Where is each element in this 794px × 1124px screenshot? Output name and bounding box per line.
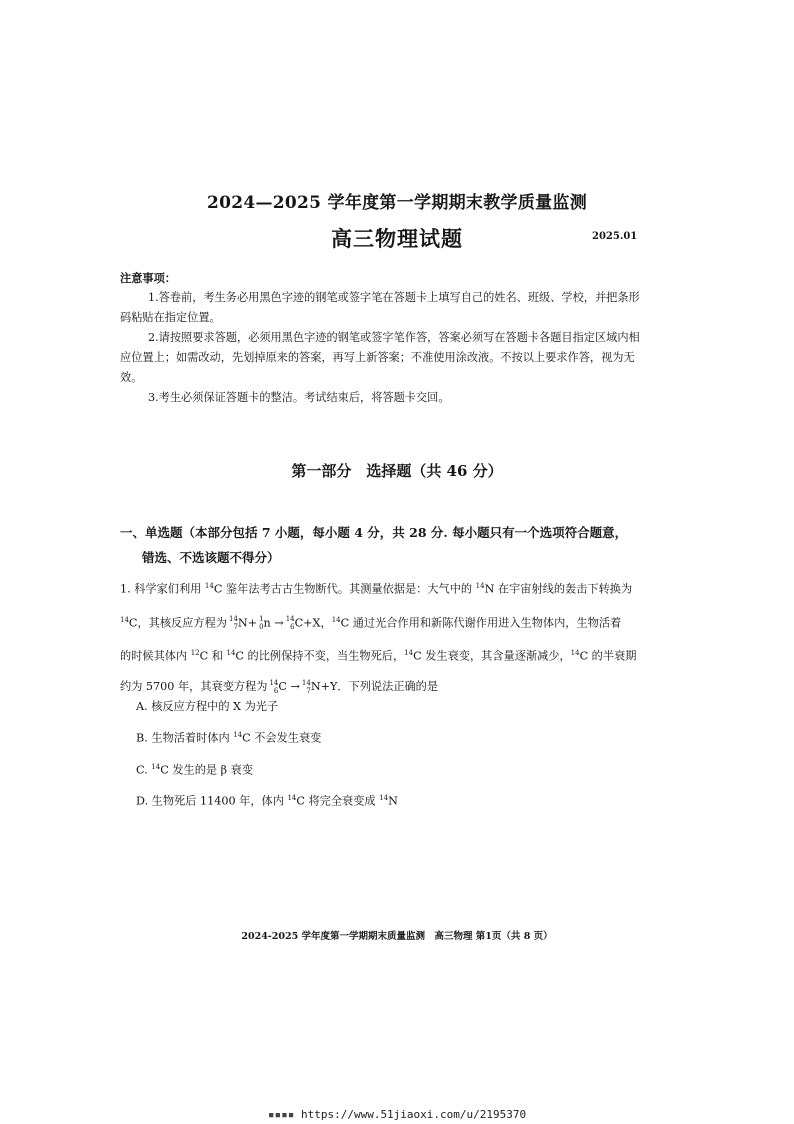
question-line-2: $^{14}$C，其核反应方程为 14 7 N+ 1 0 n → 14 6 C+X，$^{14}$C 通过光合作用和新陈代谢作用进入生物体内，生物活着 (120, 615, 622, 632)
option-d[interactable]: D. 生物死后 11400 年，体内 $^{14}$C 将完全衰变成 $^{14}$N (136, 794, 398, 809)
option-c[interactable]: C. $^{14}$C 发生的是 β 衰变 (136, 762, 254, 777)
notice-item-2: 2.请按照要求答题，必须用黑色字迹的钢笔或签字笔作答，答案必须写在答题卡各题目指定区域内相应位置上；如需改动，先划掉原来的答案，再写上新答案；不准使用涂改液。不按以上要求作答，视为无效。 (120, 331, 640, 384)
section-line-1: 一、单选题（本部分包括 7 小题，每小题 4 分，共 28 分. 每小题只有一个选项符合题意， (120, 525, 628, 540)
exam-date: 2025.01 (592, 231, 638, 242)
watermark-url[interactable]: ▪▪▪▪ https://www.51jiaoxi.com/u/2195370 (267, 1108, 527, 1121)
question-line-1: 1. 科学家们利用 $^{14}$C 鉴年法考古古生物断代。其测量依据是：大气中的 $^{14}$N 在宇宙射线的轰击下转换为 (120, 582, 633, 596)
question-1 (120, 571, 660, 702)
nuclide-c14: 14 6 (285, 615, 295, 632)
options-list (136, 693, 636, 816)
part-title: 第一部分 选择题（共 46 分） (291, 462, 503, 480)
notice-item-3: 3.考生必须保证答题卡的整洁。考试结束后，将答题卡交回。 (148, 391, 450, 404)
question-line-4: 约为 5700 年，其衰变方程为 14 6 C → 14 7 N+Y．下列说法正确的是 (120, 679, 439, 696)
option-b[interactable]: B. 生物活着时体内 $^{14}$C 不会发生衰变 (136, 731, 322, 745)
notice-heading: 注意事项： (120, 271, 176, 285)
exam-subtitle: 高三物理试题 (331, 226, 463, 251)
section-line-2: 错选、不选该题不得分） (142, 550, 280, 565)
notice-item-1: 1.答卷前，考生务必用黑色字迹的钢笔或签字笔在答题卡上填写自己的姓名、班级、学校，并把条形码粘贴在指定位置。 (120, 291, 640, 324)
option-a[interactable]: A. 核反应方程中的 X 为光子 (136, 700, 279, 713)
question-line-3: 的时候其体内 $^{12}$C 和 $^{14}$C 的比例保持不变，当生物死后，$^{14}$C 发生衰变，其含量逐渐减少，$^{14}$C 的半衰期 (120, 649, 637, 664)
nuclide-n14-product: 14 7 (301, 679, 311, 696)
nuclide-n14: 14 7 (228, 615, 238, 632)
watermark-logo-icon: ▪▪▪▪ (267, 1108, 301, 1121)
section-heading (120, 520, 680, 570)
nuclide-neutron: 1 0 (259, 615, 264, 632)
notice-block (120, 268, 650, 408)
nuclide-c14-decay: 14 6 (269, 679, 279, 696)
page-footer: 2024-2025 学年度第一学期期末质量监测 高三物理 第1页（共 8 页） (241, 931, 553, 942)
exam-title: 2024—2025 学年度第一学期期末教学质量监测 (206, 193, 588, 213)
